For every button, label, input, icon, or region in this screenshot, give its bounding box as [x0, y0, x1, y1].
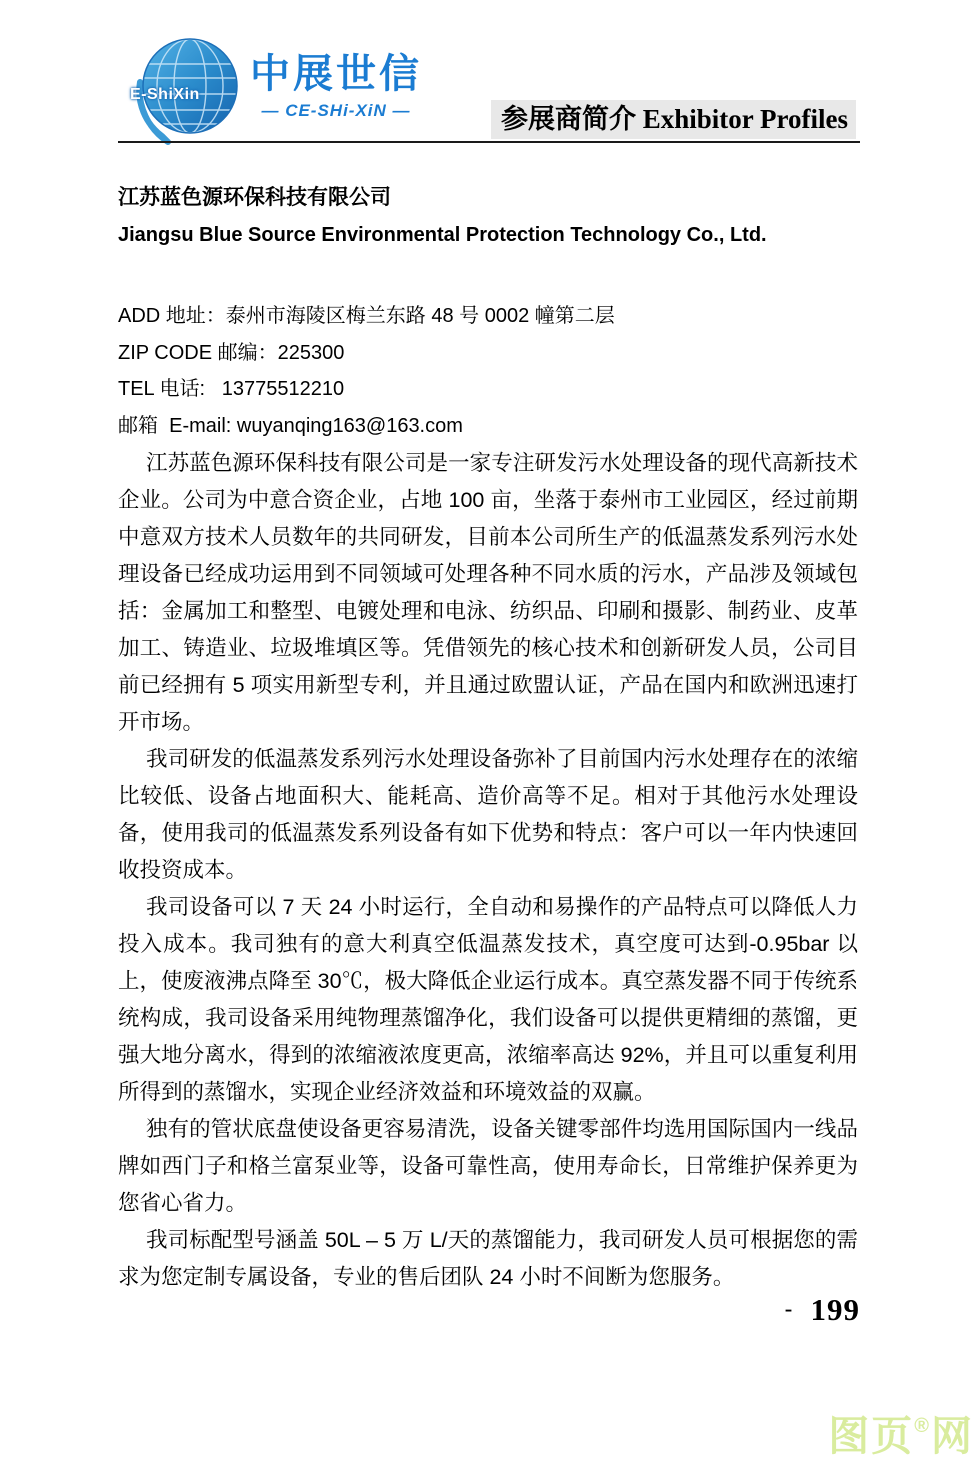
page-number-dash: - [784, 1296, 793, 1323]
watermark-text-left: 图页 [828, 1413, 915, 1459]
logo-text [250, 52, 422, 121]
company-name-en: Jiangsu Blue Source Environmental Protection Technology Co., Ltd. [118, 224, 767, 246]
main-content [118, 185, 858, 1296]
contact-block [118, 298, 858, 444]
brand-name-en: — CE-SHi-XiN — [261, 101, 411, 120]
profile-paragraph: 独有的管状底盘使设备更容易清洗，设备关键零部件均选用国际国内一线品牌如西门子和格兰富泵业等，设备可靠性高，使用寿命长，日常维护保养更为您省心省力。 [118, 1117, 858, 1215]
page-number-value: 199 [810, 1292, 860, 1327]
logo [128, 30, 422, 148]
watermark-text-right: 网 [931, 1413, 974, 1459]
contact-email: 邮箱 E-mail: wuyanqing163@163.com [118, 414, 463, 437]
contact-telephone: TEL 电话: 13775512210 [118, 378, 345, 400]
brand-name-cn: 中展世信 [250, 52, 422, 96]
header-divider [118, 141, 860, 143]
watermark [828, 1403, 974, 1462]
profile-paragraph: 我司设备可以 7 天 24 小时运行，全自动和易操作的产品特点可以降低人力投入成本。我司独有的意大利真空低温蒸发技术，真空度可达到-0.95bar 以上，使废液沸点降至 30℃，极大降低企业运行成本。真空蒸发器不同于传统系统构成，我司设备采用纯物理蒸馏净化，我们设备可以提供更精细的蒸馏，更强大地分离水，得到的浓缩液浓度更高，浓缩率高达 92%，并且可以重复利用所得到的蒸馏水，实现企业经济效益和环境效益的双赢。 [118, 895, 858, 1104]
section-title: 参展商简介 Exhibitor Profiles [491, 100, 856, 139]
globe-icon [128, 30, 240, 148]
registered-mark-icon: ® [914, 1415, 931, 1437]
contact-address: ADD 地址：泰州市海陵区梅兰东路 48 号 0002 幢第二层 [118, 305, 615, 327]
contact-zip-code: ZIP CODE 邮编：225300 [118, 341, 345, 364]
profile-paragraph: 江苏蓝色源环保科技有限公司是一家专注研发污水处理设备的现代高新技术企业。公司为中意合资企业，占地 100 亩，坐落于泰州市工业园区，经过前期中意双方技术人员数年的共同研发，目前本公司所生产的低温蒸发系列污水处理设备已经成功运用到不同领域可处理各种不同水质的污水，产品涉及领域包括：金属加工和整型、电镀处理和电泳、纺织品、印刷和摄影、制药业、皮革加工、铸造业、垃圾堆填区等。凭借领先的核心技术和创新研发人员，公司目前已经拥有 5 项实用新型专利，并且通过欧盟认证，产品在国内和欧洲迅速打开市场。 [118, 451, 858, 734]
page-number [785, 1292, 861, 1328]
company-name-cn: 江苏蓝色源环保科技有限公司 [118, 186, 391, 209]
profile-paragraph: 我司研发的低温蒸发系列污水处理设备弥补了目前国内污水处理存在的浓缩比较低、设备占地面积大、能耗高、造价高等不足。相对于其他污水处理设备，使用我司的低温蒸发系列设备有如下优势和特点：客户可以一年内快速回收投资成本。 [118, 747, 858, 882]
profile-paragraph: 我司标配型号涵盖 50L – 5 万 L/天的蒸馏能力，我司研发人员可根据您的需求为您定制专属设备，专业的售后团队 24 小时不间断为您服务。 [118, 1228, 858, 1289]
company-profile [118, 445, 858, 1296]
globe-label-text: E-ShiXin [130, 86, 200, 103]
